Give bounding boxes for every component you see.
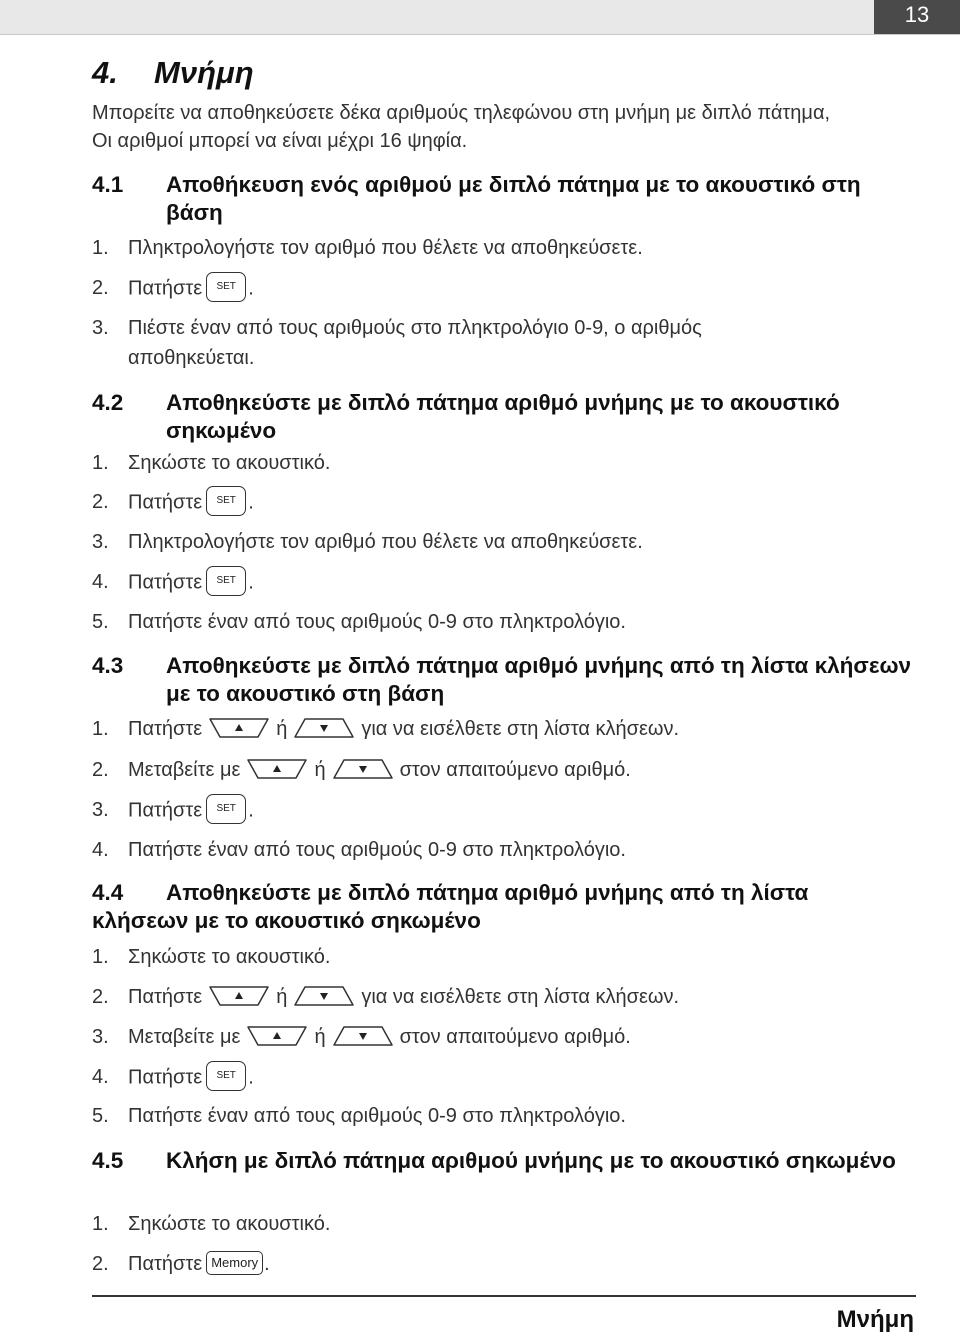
- section-heading-4-3: [92, 652, 916, 708]
- set-key-icon: SET: [206, 566, 246, 596]
- chapter-number: 4.: [92, 55, 118, 90]
- down-arrow-key-icon: [293, 985, 355, 1007]
- step-text: Πατήστε: [128, 277, 203, 300]
- step-number: 3.: [92, 531, 109, 553]
- step-number: 3.: [92, 799, 109, 822]
- step-text: Μεταβείτε με: [128, 1026, 241, 1048]
- footer-divider: [92, 1295, 916, 1297]
- step-text: Μεταβείτε με: [128, 759, 241, 781]
- step-text: Πατήστε έναν από τους αριθμούς 0-9 στο πληκτρολόγιο.: [128, 839, 626, 861]
- chapter-heading: [92, 55, 254, 91]
- step-text: Πατήστε: [128, 799, 203, 822]
- step-number: 3.: [92, 1026, 109, 1048]
- down-arrow-key-icon: [293, 717, 355, 739]
- set-key-icon: SET: [206, 794, 246, 824]
- step-number: 3.: [92, 317, 109, 339]
- section-title: Αποθηκεύστε με διπλό πάτημα αριθμό μνήμης από τη λίστα: [166, 880, 809, 905]
- step-text: Πατήστε: [128, 571, 203, 594]
- up-arrow-key-icon: [246, 1025, 308, 1047]
- section-heading-4-5: [92, 1147, 896, 1175]
- step-text: Πατήστε: [128, 1066, 203, 1089]
- step-text: Σηκώστε το ακουστικό.: [128, 452, 331, 474]
- or-text: ή: [276, 718, 288, 740]
- step-text-after: .: [248, 799, 254, 822]
- section-number: 4.1: [92, 172, 124, 197]
- step-number: 2.: [92, 1253, 109, 1275]
- section-title: Κλήση με διπλό πάτημα αριθμού μνήμης με το ακουστικό σηκωμένο: [166, 1148, 896, 1173]
- set-key-icon: SET: [206, 272, 246, 302]
- up-arrow-key-icon: [246, 758, 308, 780]
- section-number: 4.2: [92, 390, 124, 415]
- step-number: 2.: [92, 759, 109, 781]
- step-text: Πατήστε έναν από τους αριθμούς 0-9 στο πληκτρολόγιο.: [128, 611, 626, 633]
- or-text: ή: [276, 986, 288, 1008]
- step: [92, 757, 631, 783]
- step-text-after: για να εισέλθετε στη λίστα κλήσεων.: [361, 986, 680, 1008]
- header-divider: [0, 34, 960, 35]
- section-heading-4-1: [92, 171, 916, 227]
- step: [92, 984, 679, 1010]
- set-key-icon: SET: [206, 486, 246, 516]
- footer-chapter-title: Μνήμη: [836, 1306, 914, 1333]
- step: [92, 450, 330, 476]
- step-number: 2.: [92, 986, 109, 1008]
- step-text-after: .: [248, 491, 254, 514]
- section-heading-4-4: [92, 879, 808, 907]
- step-text: Πατήστε: [128, 1253, 203, 1275]
- up-arrow-key-icon: [208, 985, 270, 1007]
- step-text-after: για να εισέλθετε στη λίστα κλήσεων.: [361, 718, 680, 740]
- step-number: 2.: [92, 277, 109, 300]
- section-title: Αποθήκευση ενός αριθμού με διπλό πάτημα με το ακουστικό στη βάση: [166, 172, 861, 225]
- step: [92, 235, 643, 261]
- step-text: Πατήστε: [128, 986, 203, 1008]
- step-text-after: .: [264, 1253, 270, 1275]
- step-text: Πατήστε: [128, 491, 203, 514]
- step-text: Πληκτρολογήστε τον αριθμό που θέλετε να αποθηκεύσετε.: [128, 531, 643, 553]
- step: [92, 1063, 254, 1093]
- step-number: 1.: [92, 718, 109, 740]
- step-text: Σηκώστε το ακουστικό.: [128, 1213, 331, 1235]
- step: [92, 796, 254, 826]
- step-text: Πιέστε έναν από τους αριθμούς στο πληκτρολόγιο 0-9, ο αριθμός αποθηκεύεται.: [128, 317, 702, 369]
- step: [92, 1251, 270, 1277]
- chapter-title: Μνήμη: [154, 55, 254, 90]
- or-text: ή: [314, 1026, 326, 1048]
- step: [92, 1024, 631, 1050]
- down-arrow-key-icon: [332, 758, 394, 780]
- step: [92, 944, 330, 970]
- set-key-icon: SET: [206, 1061, 246, 1091]
- section-number: 4.3: [92, 653, 124, 678]
- step: [92, 716, 679, 742]
- step: [92, 568, 254, 598]
- step: [92, 609, 626, 635]
- step: [92, 837, 626, 863]
- or-text: ή: [314, 759, 326, 781]
- intro-paragraph: Μπορείτε να αποθηκεύσετε δέκα αριθμούς τηλεφώνου στη μνήμη με διπλό πάτημα, Οι αριθμοί μπορεί να είναι μέχρι 16 ψηφία.: [92, 102, 831, 152]
- step: [92, 529, 643, 555]
- section-title: Αποθηκεύστε με διπλό πάτημα αριθμό μνήμης με το ακουστικό σηκωμένο: [166, 390, 840, 443]
- step-text-after: στον απαιτούμενο αριθμό.: [399, 759, 631, 781]
- step: [92, 315, 812, 373]
- step-number: 1.: [92, 452, 109, 474]
- step: [92, 274, 254, 304]
- step: [92, 1103, 626, 1129]
- step: [92, 1211, 330, 1237]
- section-title-continued: κλήσεων με το ακουστικό σηκωμένο: [92, 908, 481, 933]
- section-heading-4-2: [92, 389, 846, 445]
- step-number: 1.: [92, 1213, 109, 1235]
- page-number: 13: [874, 0, 960, 34]
- step-number: 4.: [92, 1066, 109, 1089]
- up-arrow-key-icon: [208, 717, 270, 739]
- header-bar: [0, 0, 960, 34]
- step-number: 5.: [92, 1105, 109, 1127]
- step-number: 4.: [92, 839, 109, 861]
- step: [92, 488, 254, 518]
- memory-key-icon: Memory: [206, 1251, 263, 1275]
- step-text: Πατήστε: [128, 718, 203, 740]
- step-text: Πληκτρολογήστε τον αριθμό που θέλετε να αποθηκεύσετε.: [128, 237, 643, 259]
- section-title: Αποθηκεύστε με διπλό πάτημα αριθμό μνήμης από τη λίστα κλήσεων με το ακουστικό στη βάση: [166, 653, 912, 706]
- step-number: 5.: [92, 611, 109, 633]
- step-number: 2.: [92, 491, 109, 514]
- step-number: 1.: [92, 946, 109, 968]
- section-number: 4.5: [92, 1148, 124, 1173]
- step-text-after: .: [248, 277, 254, 300]
- step-text-after: στον απαιτούμενο αριθμό.: [399, 1026, 631, 1048]
- step-text-after: .: [248, 1066, 254, 1089]
- step-text-after: .: [248, 571, 254, 594]
- step-text: Πατήστε έναν από τους αριθμούς 0-9 στο πληκτρολόγιο.: [128, 1105, 626, 1127]
- down-arrow-key-icon: [332, 1025, 394, 1047]
- step-text: Σηκώστε το ακουστικό.: [128, 946, 331, 968]
- section-number: 4.4: [92, 880, 124, 905]
- step-number: 1.: [92, 237, 109, 259]
- step-number: 4.: [92, 571, 109, 594]
